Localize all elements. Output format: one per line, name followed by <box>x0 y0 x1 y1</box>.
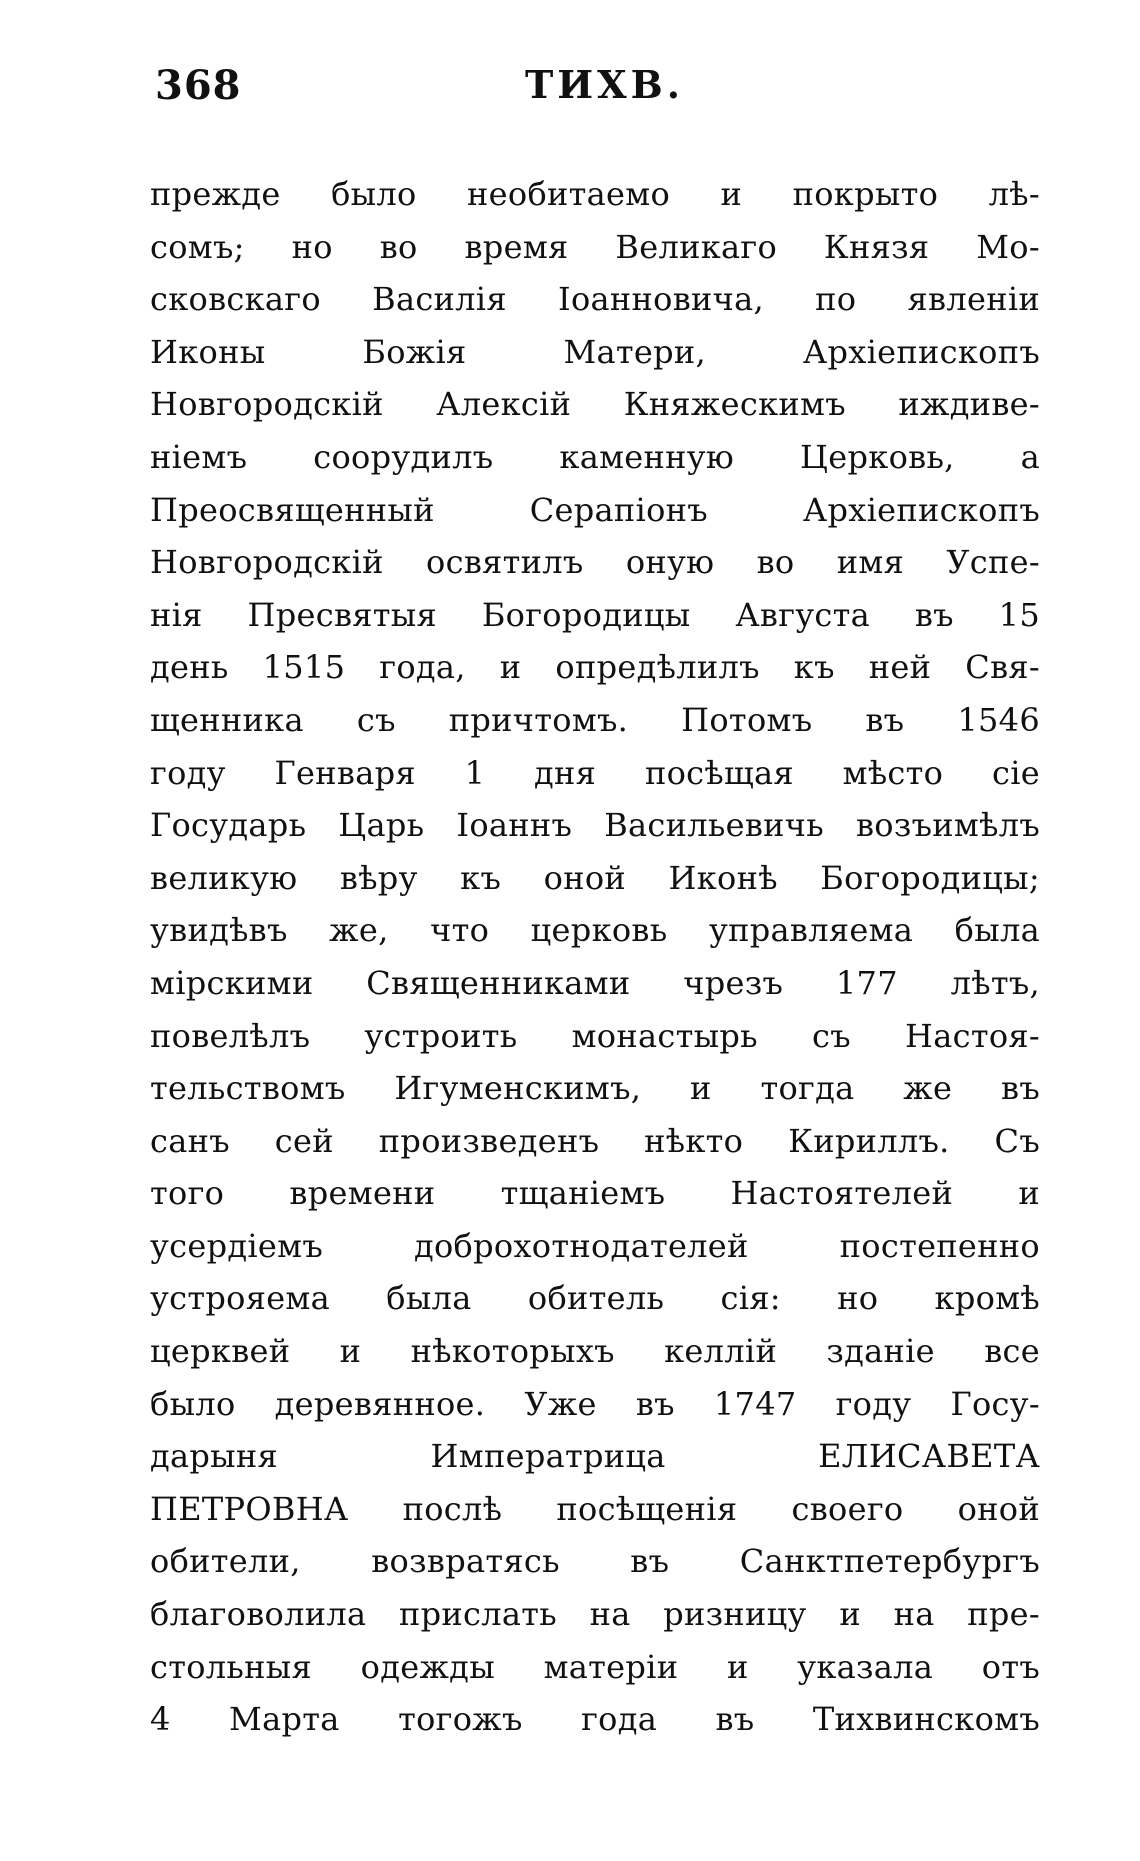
text-line: прежде было необитаемо и покрыто лѣ- <box>150 175 1040 213</box>
text-line: дарыня Императрица ЕЛИСАВЕТА <box>150 1437 1040 1476</box>
text-line: увидѣвъ же, что церковь управляема была <box>150 911 1040 950</box>
text-line: Иконы Божія Матери, Архіепископъ <box>150 332 1040 371</box>
text-line: тельствомъ Игуменскимъ, и тогда же въ <box>150 1069 1040 1108</box>
text-line: санъ сей произведенъ нѣкто Кириллъ. Съ <box>150 1121 1040 1160</box>
text-line: Преосвященный Серапіонъ Архіепископъ <box>150 490 1040 529</box>
page-header <box>155 62 1055 122</box>
text-line: устрояема была обитель сія: но кромѣ <box>150 1279 1040 1318</box>
running-head: ТИХВ. <box>525 62 685 107</box>
text-line: стольныя одежды матеріи и указала отъ <box>150 1647 1040 1686</box>
text-line: усердіемъ доброхотнодателей постепенно <box>150 1226 1040 1265</box>
text-line: Государь Царь Іоаннъ Васильевичь возъимѣлъ <box>150 806 1040 845</box>
text-line: году Генваря 1 дня посѣщая мѣсто сіе <box>150 753 1040 792</box>
text-line: щенника съ причтомъ. Потомъ въ 1546 <box>150 700 1040 739</box>
text-line: ПЕТРОВНА послѣ посѣщенія своего оной <box>150 1489 1040 1528</box>
text-line: Новгородскій освятилъ оную во имя Успе- <box>150 543 1040 582</box>
text-line: того времени тщаніемъ Настоятелей и <box>150 1174 1040 1213</box>
text-line: церквей и нѣкоторыхъ келлій зданіе все <box>150 1332 1040 1371</box>
text-line: обители, возвратясь въ Санктпетербургъ <box>150 1542 1040 1581</box>
text-line: повелѣлъ устроить монастырь съ Настоя- <box>150 1016 1040 1055</box>
text-line: ніемъ соорудилъ каменную Церковь, а <box>150 437 1040 476</box>
text-line: сковскаго Василія Іоанновича, по явленіи <box>150 280 1040 319</box>
text-line: нія Пресвятыя Богородицы Августа въ 15 <box>150 595 1040 634</box>
body-text <box>150 168 1040 1746</box>
text-line: день 1515 года, и опредѣлилъ къ ней Свя- <box>150 648 1040 687</box>
text-line: Новгородскій Алексій Княжескимъ иждиве- <box>150 385 1040 424</box>
text-line: сомъ; но во время Великаго Князя Мо- <box>150 227 1040 266</box>
page-number: 368 <box>155 62 242 109</box>
text-line: 4 Марта тогожъ года въ Тихвинскомъ <box>150 1700 1040 1739</box>
text-line: было деревянное. Уже въ 1747 году Госу- <box>150 1384 1040 1423</box>
text-line: благоволила прислать на ризницу и на пре- <box>150 1595 1040 1634</box>
text-line: мірскими Священниками чрезъ 177 лѣтъ, <box>150 963 1040 1002</box>
text-line: великую вѣру къ оной Иконѣ Богородицы; <box>150 858 1040 897</box>
